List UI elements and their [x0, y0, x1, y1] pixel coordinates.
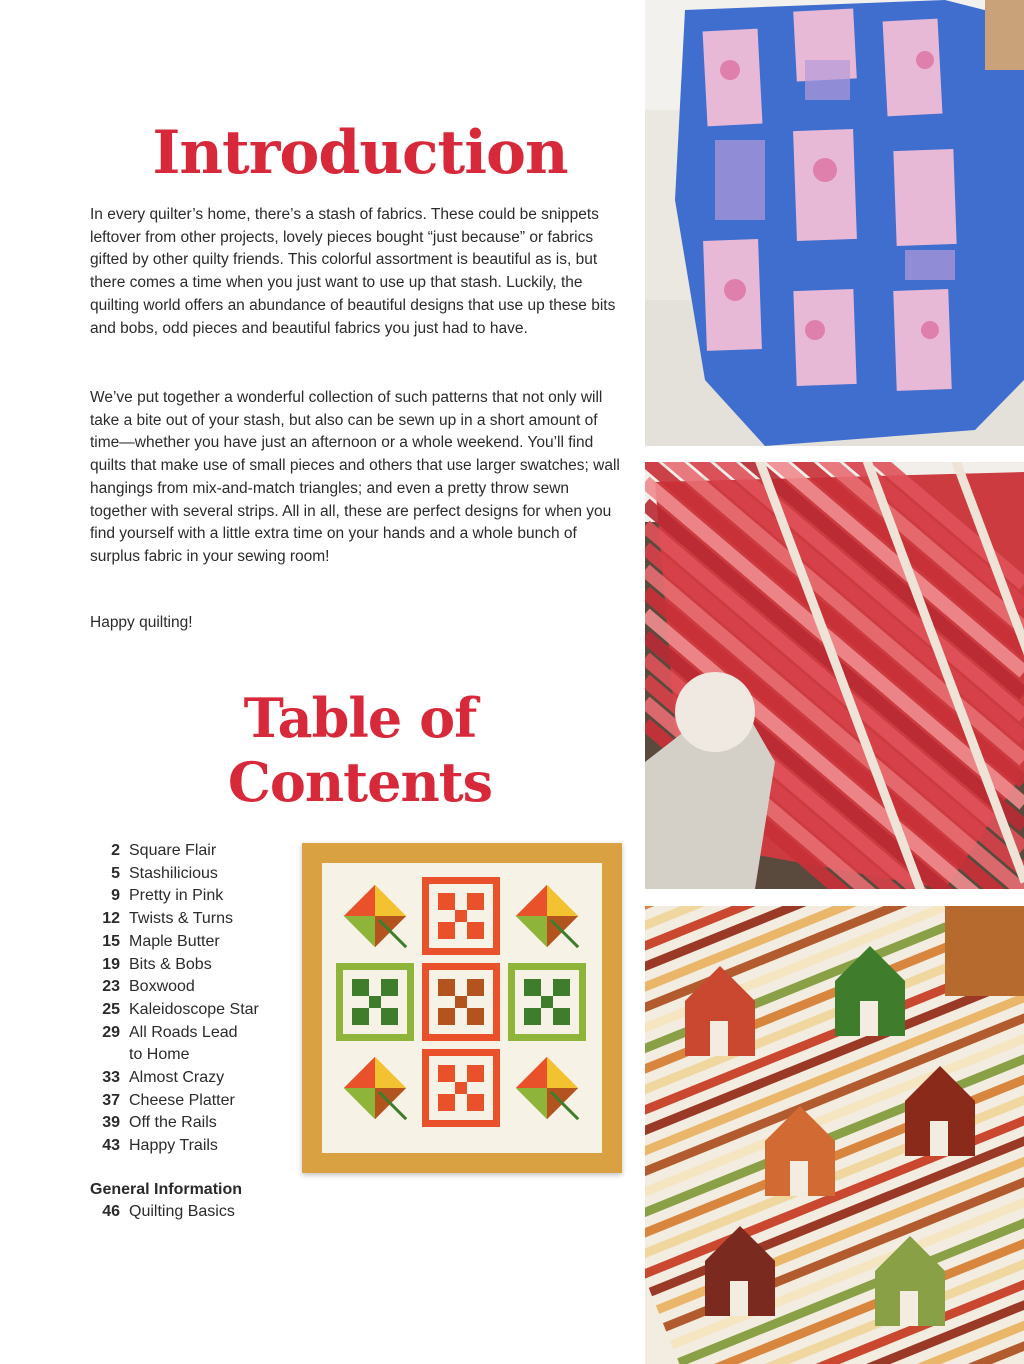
toc-item[interactable]: [90, 931, 310, 954]
toc-page-number: 19: [102, 955, 120, 973]
toc-item-title: Almost Crazy: [129, 1069, 225, 1087]
toc-item-title: Off the Rails: [129, 1114, 217, 1132]
toc-item[interactable]: [90, 908, 310, 931]
toc-item-title: Pretty in Pink: [129, 887, 224, 905]
toc-item[interactable]: [90, 1112, 310, 1135]
toc-page-number: 2: [111, 842, 120, 859]
blue-floral-quilt-photo: [645, 0, 1024, 446]
toc-page-number: 15: [102, 932, 120, 950]
toc-item-title: Stashilicious: [129, 864, 218, 882]
toc-item[interactable]: [90, 840, 310, 863]
toc-list: [90, 840, 310, 1158]
red-strip-quilt-artwork: [645, 462, 1024, 889]
toc-item[interactable]: [90, 1067, 310, 1090]
toc-item[interactable]: [90, 999, 310, 1022]
intro-paragraph: We’ve put together a wonderful collection of such patterns that not only will take a bite out of your stash, but also can be sewn up in a short amount of time—whether you have just an afternoon or a whole weekend. You’ll find quilts that make use of small pieces and others that use larger swatches; wall hangings from mix-and-match triangles; and even a pretty throw sewn together with several strips. All in all, these are perfect designs for when you find yourself with a little extra time on your hands and a whole bunch of surplus fabric in your sewing room!: [90, 389, 620, 565]
toc-page-number: 43: [102, 1137, 120, 1155]
toc-item-title: Maple Butter: [129, 932, 220, 950]
toc-page-number: 37: [102, 1091, 120, 1109]
toc-page-number: 12: [102, 910, 120, 928]
quilt-thumbnail-artwork: [302, 843, 622, 1173]
toc-item-title: Twists & Turns: [129, 910, 234, 928]
toc-item[interactable]: [90, 1090, 310, 1113]
toc-title: Table of Contents: [227, 686, 493, 814]
toc-item[interactable]: [90, 885, 310, 908]
toc-item-title: Kaleidoscope Star: [129, 1000, 259, 1018]
toc-item-title: Happy Trails: [129, 1137, 218, 1155]
toc-item-title: Bits & Bobs: [129, 955, 212, 973]
toc-item[interactable]: [90, 976, 310, 999]
toc-item[interactable]: [90, 863, 310, 886]
sign-off: Happy quilting!: [90, 614, 193, 631]
toc-item[interactable]: [90, 954, 310, 977]
toc-item[interactable]: [90, 1022, 310, 1067]
toc-item[interactable]: [90, 1201, 235, 1224]
toc-page-number: 46: [102, 1203, 120, 1220]
toc-item-title: Cheese Platter: [129, 1091, 235, 1109]
house-block-quilt-photo: [645, 906, 1024, 1364]
toc-page-number: 25: [102, 1000, 120, 1018]
blue-floral-quilt-artwork: [645, 0, 1024, 446]
toc-item[interactable]: [90, 1135, 310, 1158]
general-information-heading: General Information: [90, 1181, 243, 1198]
intro-paragraph: In every quilter’s home, there’s a stash of fabrics. These could be snippets leftover from other projects, lovely pieces bought “just because” or fabrics gifted by other quilty friends. This colorful assortment is beautiful as is, but there comes a time when you just want to use up that stash. Luckily, the quilting world offers an abundance of beautiful designs that use up these bits and bobs, odd pieces and beautiful fabrics you just had to have.: [90, 206, 616, 337]
red-strip-quilt-photo: [645, 462, 1024, 889]
toc-page-number: 39: [102, 1114, 120, 1132]
quilt-thumbnail-image: [302, 843, 622, 1173]
toc-page-number: 29: [102, 1023, 120, 1041]
toc-item-title: All Roads Lead to Home: [129, 1023, 238, 1064]
toc-page-number: 23: [102, 978, 120, 996]
toc-page-number: 9: [111, 887, 120, 905]
toc-page-number: 5: [111, 864, 120, 882]
intro-title: Introduction: [152, 118, 568, 188]
toc-item-title: Quilting Basics: [129, 1203, 235, 1220]
toc-page-number: 33: [102, 1069, 120, 1087]
toc-item-title: Boxwood: [129, 978, 195, 996]
house-block-quilt-artwork: [645, 906, 1024, 1364]
toc-item-title: Square Flair: [129, 842, 217, 859]
